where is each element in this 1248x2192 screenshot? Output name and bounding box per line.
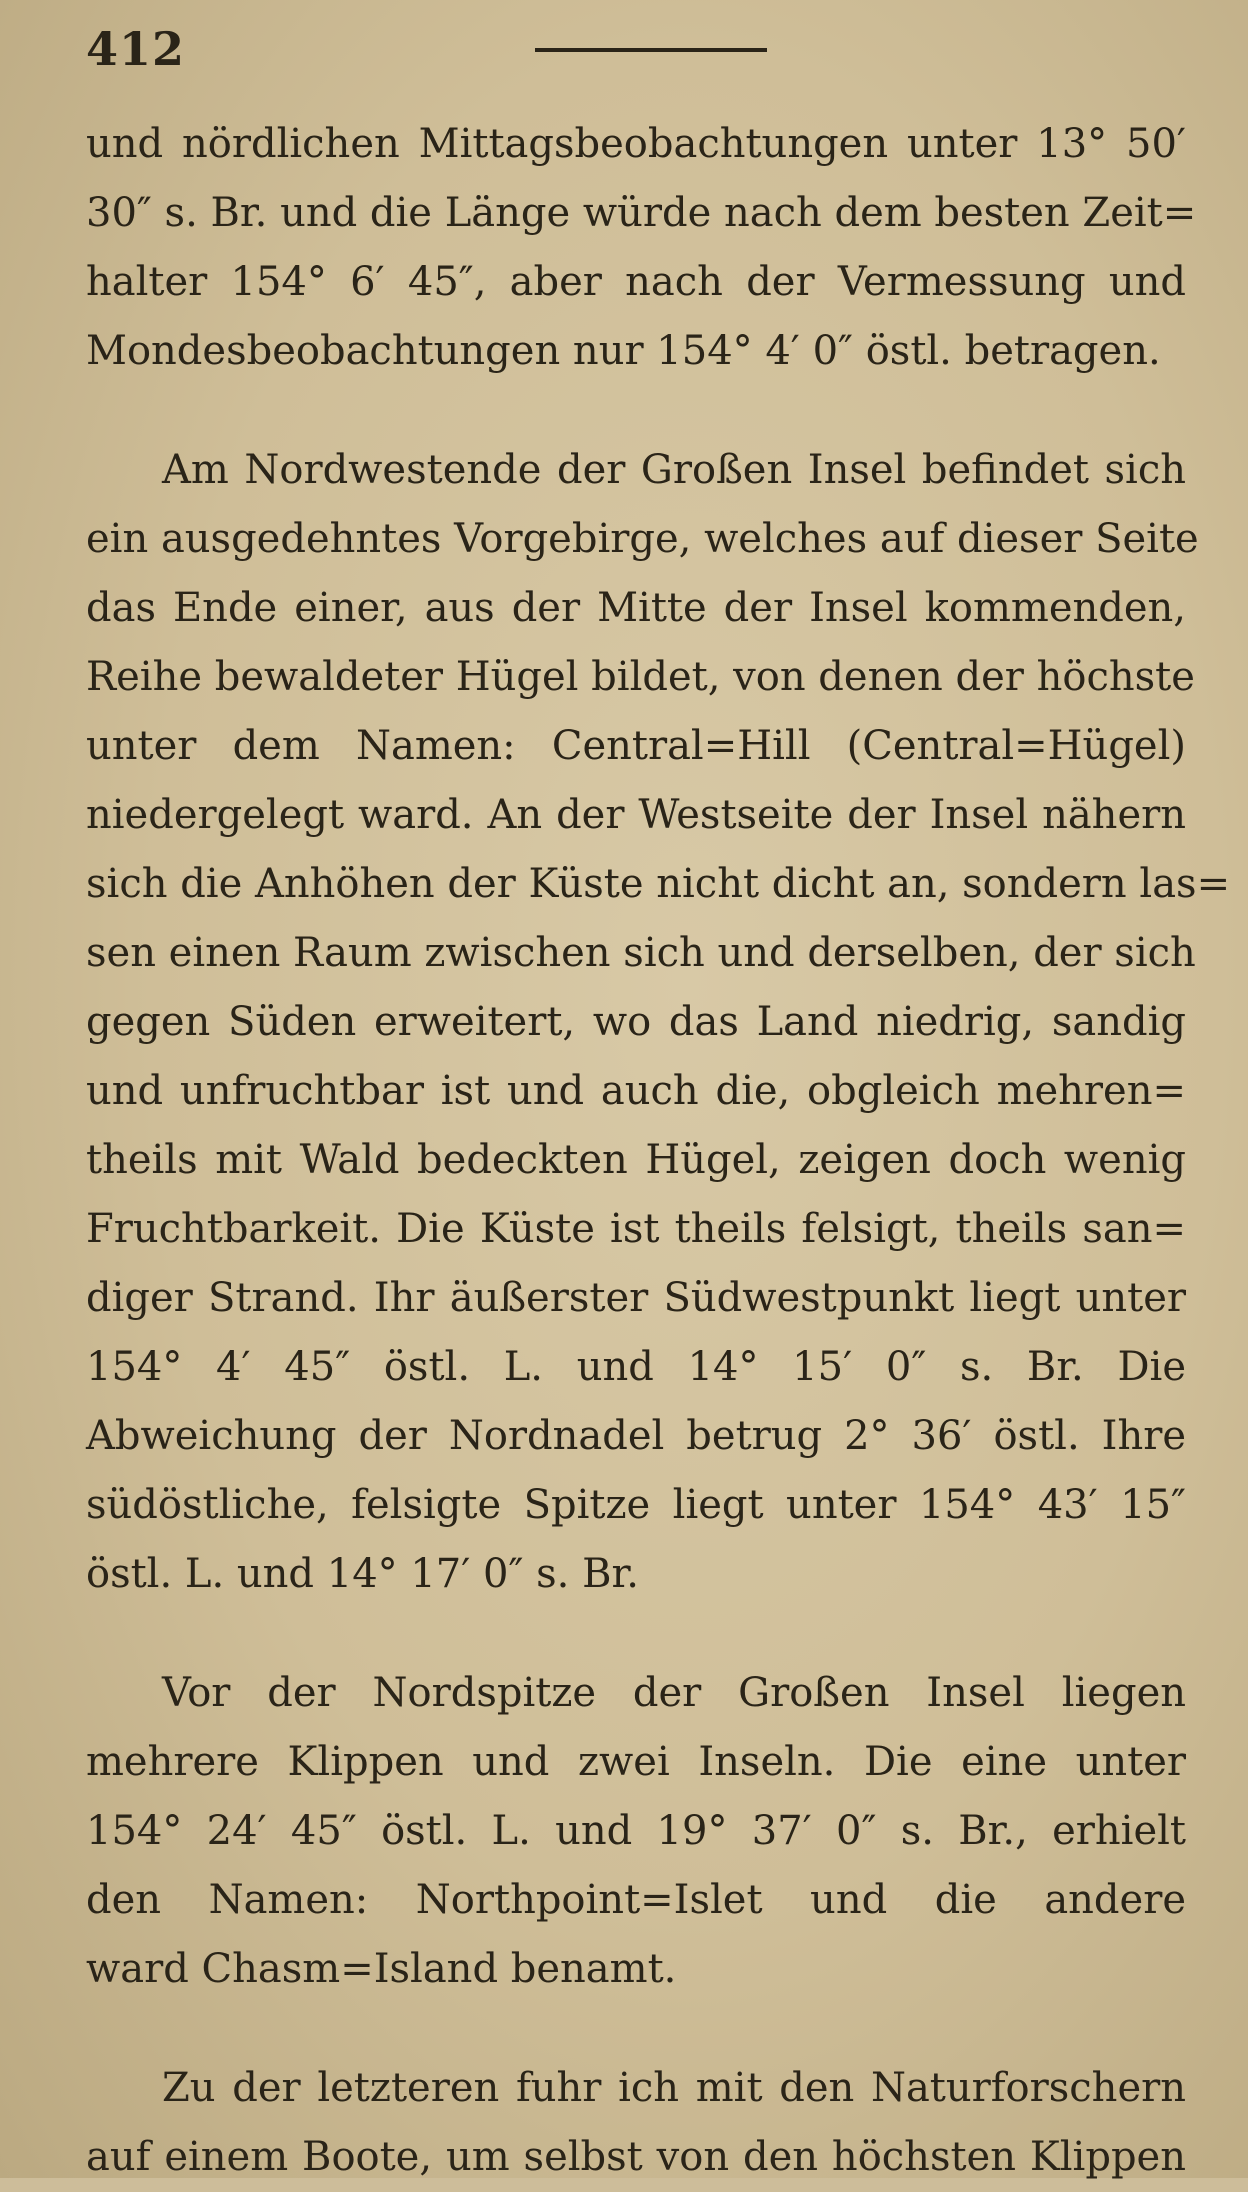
text-line: Mondesbeobachtungen nur 154° 4′ 0″ östl. betragen. xyxy=(86,328,1161,374)
text-line: südöstliche, felsigte Spitze liegt unter 154° 43′ 15″ xyxy=(86,1482,1186,1528)
paragraph xyxy=(86,1659,1186,2004)
text-line: ward Chasm=Island benamt. xyxy=(86,1946,677,1992)
text-line: Am Nordwestende der Großen Insel befindet sich xyxy=(162,447,1186,493)
paragraph-gap xyxy=(86,2004,1186,2054)
text-line: halter 154° 6′ 45″, aber nach der Vermessung und xyxy=(86,259,1186,305)
page-number: 412 xyxy=(86,22,186,76)
text-line: das Ende einer, aus der Mitte der Insel kommenden, xyxy=(86,585,1186,631)
text-line: den Namen: Northpoint=Islet und die andere xyxy=(86,1877,1186,1923)
text-line: gegen Süden erweitert, wo das Land niedrig, sandig xyxy=(86,999,1186,1045)
text-line: niedergelegt ward. An der Westseite der Insel nähern xyxy=(86,792,1186,838)
text-line: Reihe bewaldeter Hügel bildet, von denen der höchste xyxy=(86,654,1195,700)
paragraph-gap xyxy=(86,1609,1186,1659)
text-line: Vor der Nordspitze der Großen Insel liegen xyxy=(162,1670,1186,1716)
paragraph xyxy=(86,110,1197,386)
text-line: diger Strand. Ihr äußerster Südwestpunkt liegt unter xyxy=(86,1275,1186,1321)
paragraph xyxy=(86,2054,1186,2192)
text-line: und unfruchtbar ist und auch die, obgleich mehren= xyxy=(86,1068,1186,1114)
text-line: und nördlichen Mittagsbeobachtungen unter 13° 50′ xyxy=(86,121,1186,167)
text-line: 154° 4′ 45″ östl. L. und 14° 15′ 0″ s. Br. Die xyxy=(86,1344,1186,1390)
text-line: mehrere Klippen und zwei Inseln. Die eine unter xyxy=(86,1739,1186,1785)
text-line: unter dem Namen: Central=Hill (Central=Hügel) xyxy=(86,723,1186,769)
text-line: sen einen Raum zwischen sich und derselben, der sich xyxy=(86,930,1196,976)
text-line: ein ausgedehntes Vorgebirge, welches auf dieser Seite xyxy=(86,516,1199,562)
text-line: östl. L. und 14° 17′ 0″ s. Br. xyxy=(86,1551,639,1597)
header-rule xyxy=(535,48,767,52)
text-line: Abweichung der Nordnadel betrug 2° 36′ östl. Ihre xyxy=(86,1413,1186,1459)
text-line: 154° 24′ 45″ östl. L. und 19° 37′ 0″ s. Br., erhielt xyxy=(86,1808,1186,1854)
text-line: 30″ s. Br. und die Länge würde nach dem besten Zeit= xyxy=(86,190,1197,236)
text-line: Fruchtbarkeit. Die Küste ist theils felsigt, theils san= xyxy=(86,1206,1186,1252)
body-text xyxy=(86,110,1231,2192)
text-line: sich die Anhöhen der Küste nicht dicht an, sondern las= xyxy=(86,861,1231,907)
text-line: theils mit Wald bedeckten Hügel, zeigen doch wenig xyxy=(86,1137,1186,1183)
paragraph xyxy=(86,436,1231,1609)
text-line: auf einem Boote, um selbst von den höchsten Klippen xyxy=(86,2134,1186,2180)
paragraph-gap xyxy=(86,386,1186,436)
text-line: Zu der letzteren fuhr ich mit den Naturforschern xyxy=(162,2065,1186,2111)
